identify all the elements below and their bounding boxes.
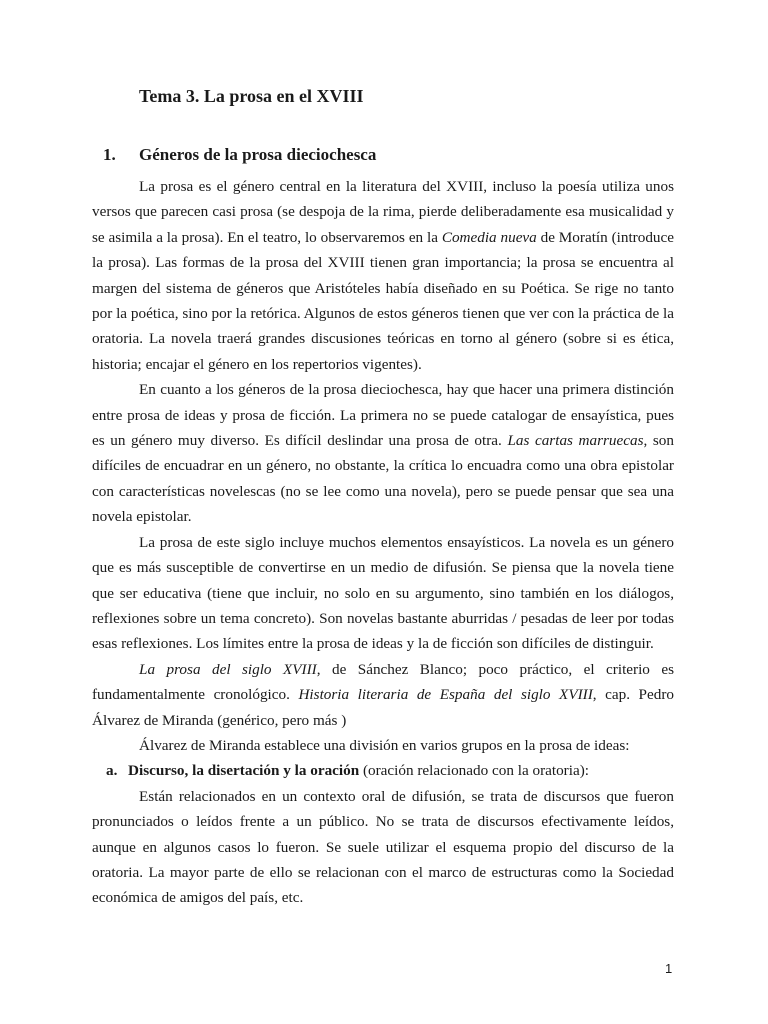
page-number: 1 xyxy=(665,961,673,976)
paragraph-6: Están relacionados en un contexto oral de difusión, se trata de discursos que fueron pronunciados o leídos frente a un público. No se trata de discursos efectivamente leídos, aunque en algunos casos lo fueron. Se suele utilizar el esquema propio del discurso de la oratoria. La mayor parte de ello se relacionan con el marco de estructuras como la Sociedad económica de amigos del país, etc. xyxy=(92,787,674,907)
paragraph-4-text-a: , de Sánchez Blanco; poco práctico, el criterio es fundamentalmente cronológico. xyxy=(92,660,674,704)
paragraph-4-text-b: , cap. Pedro Álvarez de Miranda (genérico, pero más ) xyxy=(92,686,674,729)
paragraph-1-text-a: La prosa es el género central en la literatura del XVIII, incluso la poesía utiliza unos versos que parecen casi prosa (se despoja de la rima, pierde deliberadamente esa musicalidad y se asimila a la prosa). En el teatro, lo observaremos en la xyxy=(92,178,674,246)
paragraph-2-text-b: , son difíciles de encuadrar en un género, no obstante, la crítica lo encuadra como una obra epistolar con características novelescas (no se lee como una novela), pero se puede pensar que sea una novela epistolar. xyxy=(92,432,674,526)
paragraph-2 xyxy=(92,377,674,529)
subsection-heading xyxy=(92,758,674,783)
cartas-marruecas-title: Las cartas marruecas xyxy=(507,432,644,450)
document-title: Tema 3. La prosa en el XVIII xyxy=(139,86,364,106)
subsection-heading-rest: (oración relacionado con la oratoria): xyxy=(359,762,589,780)
section-number: 1. xyxy=(103,145,116,164)
paragraph-4 xyxy=(92,657,674,733)
paragraph-5: Álvarez de Miranda establece una división en varios grupos en la prosa de ideas: xyxy=(139,736,630,754)
subsection-letter: a. xyxy=(106,762,118,780)
paragraph-3: La prosa de este siglo incluye muchos elementos ensayísticos. La novela es un género que es más susceptible de convertirse en un medio de difusión. Se piensa que la novela tiene que ser educativa (tiene que incluir, no solo en su argumento, sino también en los diálogos, reflexiones sobre un tema concreto). Son novelas bastante aburridas / pesadas de leer por todas esas reflexiones. Los límites entre la prosa de ideas y la de ficción son difíciles de distinguir. xyxy=(92,533,674,653)
body-text xyxy=(92,174,674,911)
document-page xyxy=(92,0,674,1024)
paragraph-1 xyxy=(92,174,674,377)
section-heading xyxy=(103,145,376,165)
section-heading-text: Géneros de la prosa dieciochesca xyxy=(139,145,377,164)
historia-literaria-title: Historia literaria de España del siglo XVIII xyxy=(298,686,593,704)
comedia-nueva-title: Comedia nueva xyxy=(441,228,537,246)
prosa-siglo-xviii-title: La prosa del siglo XVIII xyxy=(139,660,317,678)
subsection-heading-bold: Discurso, la disertación y la oración xyxy=(128,762,360,780)
paragraph-1-text-b: de Moratín (introduce la prosa). Las formas de la prosa del XVIII tienen gran importancia; la prosa se encuentra al margen del sistema de géneros que Aristóteles había diseñado en su Poética. Se rige no tanto por la poética, sino por la retórica. Algunos de estos géneros tienen que ver con la práctica de la oratoria. La novela traerá grandes discusiones teóricas en torno al género (sobre si es ética, historia; encajar el género en los repertorios vigentes). xyxy=(92,228,674,373)
paragraph-2-text-a: En cuanto a los géneros de la prosa dieciochesca, hay que hacer una primera distinción entre prosa de ideas y prosa de ficción. La primera no se puede catalogar de ensayística, pues es un género muy diverso. Es difícil deslindar una prosa de otra. xyxy=(92,381,674,450)
